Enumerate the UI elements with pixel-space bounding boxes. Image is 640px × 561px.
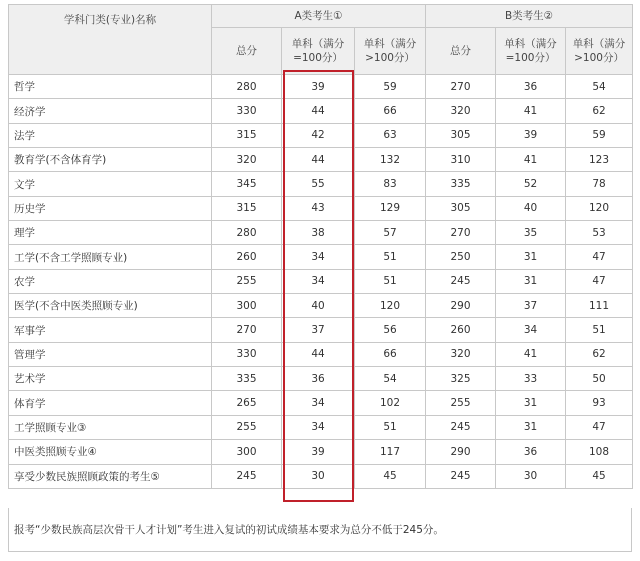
- a-total-cell: 300: [212, 440, 282, 464]
- subject-cell: 管理学: [9, 342, 212, 366]
- b-single-gt100-cell: 78: [566, 172, 633, 196]
- a-single-gt100-cell: 132: [355, 148, 426, 172]
- b-single-100-cell: 40: [496, 196, 566, 220]
- a-total-cell: 345: [212, 172, 282, 196]
- a-total-cell: 260: [212, 245, 282, 269]
- a-single-gt100-cell: 54: [355, 367, 426, 391]
- a-single-gt100-cell: 83: [355, 172, 426, 196]
- b-single-gt100-cell: 93: [566, 391, 633, 415]
- b-single-gt100-cell: 47: [566, 245, 633, 269]
- a-single-gt100-header: 单科（满分>100分）: [355, 28, 426, 75]
- b-single-gt100-cell: 50: [566, 367, 633, 391]
- a-single-gt100-cell: 59: [355, 75, 426, 99]
- b-single-gt100-cell: 123: [566, 148, 633, 172]
- a-single-100-cell: 34: [282, 415, 355, 439]
- b-single-gt100-cell: 59: [566, 123, 633, 147]
- a-total-cell: 330: [212, 99, 282, 123]
- a-total-cell: 320: [212, 148, 282, 172]
- a-total-cell: 300: [212, 294, 282, 318]
- table-row: [9, 367, 633, 391]
- subject-cell: 体育学: [9, 391, 212, 415]
- b-single-gt100-cell: 62: [566, 342, 633, 366]
- a-total-header: 总分: [212, 28, 282, 75]
- b-single-100-cell: 31: [496, 415, 566, 439]
- b-single-gt100-cell: 54: [566, 75, 633, 99]
- a-single-gt100-cell: 66: [355, 99, 426, 123]
- a-single-gt100-cell: 51: [355, 269, 426, 293]
- table-row: [9, 172, 633, 196]
- a-single-100-cell: 39: [282, 440, 355, 464]
- a-single-100-cell: 44: [282, 99, 355, 123]
- a-total-cell: 255: [212, 415, 282, 439]
- a-single-100-cell: 39: [282, 75, 355, 99]
- table-row: [9, 75, 633, 99]
- table-body: [9, 75, 633, 489]
- a-total-cell: 315: [212, 123, 282, 147]
- b-total-cell: 270: [426, 75, 496, 99]
- subject-cell: 工学照顾专业③: [9, 415, 212, 439]
- subject-cell: 法学: [9, 123, 212, 147]
- subject-cell: 农学: [9, 269, 212, 293]
- score-requirements-table: [8, 4, 633, 489]
- table-row: [9, 123, 633, 147]
- a-single-gt100-cell: 51: [355, 245, 426, 269]
- table-row: [9, 221, 633, 245]
- subject-cell: 艺术学: [9, 367, 212, 391]
- a-total-cell: 315: [212, 196, 282, 220]
- a-single-100-cell: 38: [282, 221, 355, 245]
- a-total-cell: 330: [212, 342, 282, 366]
- b-single-100-cell: 30: [496, 464, 566, 488]
- a-single-100-cell: 37: [282, 318, 355, 342]
- b-single-100-cell: 37: [496, 294, 566, 318]
- a-total-cell: 335: [212, 367, 282, 391]
- b-single-gt100-cell: 47: [566, 415, 633, 439]
- table-row: [9, 318, 633, 342]
- b-total-cell: 325: [426, 367, 496, 391]
- b-single-100-cell: 31: [496, 245, 566, 269]
- a-single-100-cell: 34: [282, 391, 355, 415]
- b-total-header: 总分: [426, 28, 496, 75]
- a-total-cell: 280: [212, 75, 282, 99]
- b-single-100-cell: 39: [496, 123, 566, 147]
- b-single-100-cell: 41: [496, 99, 566, 123]
- a-single-gt100-cell: 117: [355, 440, 426, 464]
- b-single-100-cell: 31: [496, 269, 566, 293]
- footnote: 报考“少数民族高层次骨干人才计划”考生进入复试的初试成绩基本要求为总分不低于245分。: [8, 508, 632, 552]
- table-row: [9, 269, 633, 293]
- a-single-100-cell: 30: [282, 464, 355, 488]
- b-single-gt100-cell: 62: [566, 99, 633, 123]
- b-total-cell: 270: [426, 221, 496, 245]
- subject-cell: 医学(不含中医类照顾专业): [9, 294, 212, 318]
- table-row: [9, 391, 633, 415]
- b-single-100-cell: 41: [496, 148, 566, 172]
- table-row: [9, 245, 633, 269]
- subject-cell: 工学(不含工学照顾专业): [9, 245, 212, 269]
- a-total-cell: 255: [212, 269, 282, 293]
- a-single-gt100-cell: 102: [355, 391, 426, 415]
- b-single-100-cell: 35: [496, 221, 566, 245]
- a-single-100-cell: 34: [282, 245, 355, 269]
- a-single-100-cell: 55: [282, 172, 355, 196]
- b-single-gt100-cell: 111: [566, 294, 633, 318]
- b-single-100-header: 单科（满分=100分）: [496, 28, 566, 75]
- table-row: [9, 148, 633, 172]
- subject-cell: 历史学: [9, 196, 212, 220]
- b-total-cell: 245: [426, 415, 496, 439]
- b-single-gt100-cell: 45: [566, 464, 633, 488]
- table-row: [9, 415, 633, 439]
- a-total-cell: 245: [212, 464, 282, 488]
- a-single-gt100-cell: 51: [355, 415, 426, 439]
- a-single-100-cell: 44: [282, 342, 355, 366]
- a-single-100-cell: 34: [282, 269, 355, 293]
- b-total-cell: 290: [426, 294, 496, 318]
- subject-cell: 享受少数民族照顾政策的考生⑤: [9, 464, 212, 488]
- b-total-cell: 245: [426, 464, 496, 488]
- b-single-100-cell: 33: [496, 367, 566, 391]
- b-total-cell: 320: [426, 342, 496, 366]
- b-total-cell: 335: [426, 172, 496, 196]
- b-total-cell: 250: [426, 245, 496, 269]
- b-single-gt100-cell: 53: [566, 221, 633, 245]
- b-single-gt100-cell: 47: [566, 269, 633, 293]
- table-row: [9, 99, 633, 123]
- b-total-cell: 245: [426, 269, 496, 293]
- subject-cell: 中医类照顾专业④: [9, 440, 212, 464]
- table-row: [9, 342, 633, 366]
- b-total-cell: 260: [426, 318, 496, 342]
- a-single-gt100-cell: 120: [355, 294, 426, 318]
- table-row: [9, 440, 633, 464]
- table-row: [9, 294, 633, 318]
- b-total-cell: 255: [426, 391, 496, 415]
- score-table-container: [8, 4, 632, 489]
- b-single-100-cell: 52: [496, 172, 566, 196]
- b-total-cell: 305: [426, 123, 496, 147]
- a-single-gt100-cell: 57: [355, 221, 426, 245]
- a-single-100-cell: 43: [282, 196, 355, 220]
- a-total-cell: 270: [212, 318, 282, 342]
- b-single-gt100-cell: 120: [566, 196, 633, 220]
- b-single-gt100-header: 单科（满分>100分）: [566, 28, 633, 75]
- b-single-gt100-cell: 51: [566, 318, 633, 342]
- group-a-header: A类考生①: [212, 5, 426, 28]
- a-total-cell: 280: [212, 221, 282, 245]
- table-row: [9, 464, 633, 488]
- a-total-cell: 265: [212, 391, 282, 415]
- b-single-gt100-cell: 108: [566, 440, 633, 464]
- subject-cell: 哲学: [9, 75, 212, 99]
- b-single-100-cell: 34: [496, 318, 566, 342]
- a-single-gt100-cell: 45: [355, 464, 426, 488]
- subject-cell: 文学: [9, 172, 212, 196]
- subject-cell: 理学: [9, 221, 212, 245]
- b-single-100-cell: 41: [496, 342, 566, 366]
- a-single-gt100-cell: 66: [355, 342, 426, 366]
- table-row: [9, 196, 633, 220]
- a-single-100-header: 单科（满分=100分）: [282, 28, 355, 75]
- b-single-100-cell: 36: [496, 75, 566, 99]
- b-total-cell: 305: [426, 196, 496, 220]
- a-single-100-cell: 36: [282, 367, 355, 391]
- subject-cell: 教育学(不含体育学): [9, 148, 212, 172]
- subject-cell: 军事学: [9, 318, 212, 342]
- a-single-100-cell: 44: [282, 148, 355, 172]
- a-single-100-cell: 40: [282, 294, 355, 318]
- b-total-cell: 290: [426, 440, 496, 464]
- b-total-cell: 320: [426, 99, 496, 123]
- b-single-100-cell: 31: [496, 391, 566, 415]
- b-single-100-cell: 36: [496, 440, 566, 464]
- subject-cell: 经济学: [9, 99, 212, 123]
- a-single-100-cell: 42: [282, 123, 355, 147]
- group-b-header: B类考生②: [426, 5, 633, 28]
- a-single-gt100-cell: 63: [355, 123, 426, 147]
- subject-column-header: 学科门类(专业)名称: [9, 5, 212, 75]
- a-single-gt100-cell: 129: [355, 196, 426, 220]
- b-total-cell: 310: [426, 148, 496, 172]
- a-single-gt100-cell: 56: [355, 318, 426, 342]
